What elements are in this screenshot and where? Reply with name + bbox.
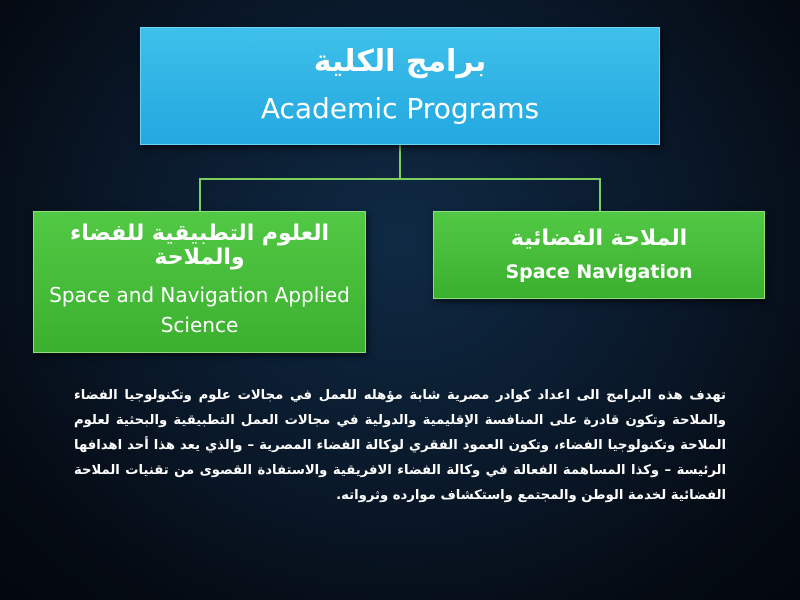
space-navigation-box [433, 211, 765, 299]
space-navigation-title-ar: الملاحة الفضائية [510, 226, 688, 251]
applied-science-box [33, 211, 366, 353]
connector-vertical-main [399, 145, 401, 179]
connector-left-drop [199, 178, 201, 211]
applied-science-title-ar: العلوم التطبيقية للفضاء والملاحة [69, 221, 330, 270]
academic-programs-title-ar: برامج الكلية [313, 44, 487, 79]
space-navigation-title-en: Space Navigation [505, 261, 693, 283]
connector-right-drop [599, 178, 601, 211]
connector-horizontal [199, 178, 601, 180]
academic-programs-title-en: Academic Programs [260, 92, 540, 125]
programs-description: تهدف هذه البرامج الى اعداد كوادر مصرية شابة مؤهله للعمل في مجالات علوم وتكنولوجيا الفضاء والملاحة وتكون قادرة على المنافسة الإقليمية والدولية في مجالات العمل التطبيقية والبحثية لعلوم الملاحة وتكنولوجيا الفضاء، وتكون العمود الفقري لوكالة الفضاء المصرية – والذي يعد هذا أحد اهدافها الرئيسة – وكذا المساهمة الفعالة في وكالة الفضاء الافريقية والاستفادة القصوى من تقنيات الملاحة الفضائية لخدمة الوطن والمجتمع واستكشاف موارده وثرواته. [74, 388, 726, 503]
academic-programs-box [140, 27, 660, 145]
applied-science-title-en: Space and Navigation Applied Science [49, 283, 350, 337]
